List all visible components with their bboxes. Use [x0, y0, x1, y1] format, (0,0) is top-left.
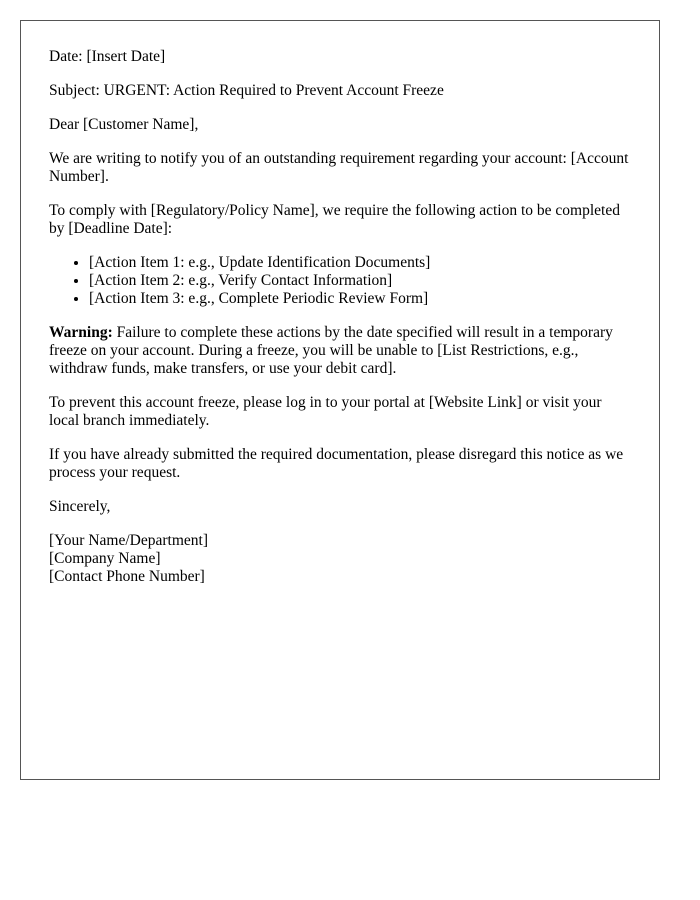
warning-label: Warning:: [49, 324, 113, 341]
letter-compliance-paragraph: To comply with [Regulatory/Policy Name], we require the following action to be completed by [Deadline Date]:: [49, 202, 620, 237]
signature-name: [Your Name/Department]: [49, 532, 208, 549]
warning-text: Failure to complete these actions by the date specified will result in a temporary freeze on your account. During a freeze, you will be unable to [List Restrictions, e.g., withdraw funds, make transfers, or use your debit card].: [49, 324, 613, 377]
letter-salutation: Dear [Customer Name],: [49, 116, 199, 133]
letter-prevent-paragraph: To prevent this account freeze, please log in to your portal at [Website Link] or visit your local branch immediately.: [49, 394, 602, 429]
action-item: • [Action Item 2: e.g., Verify Contact Information]: [89, 272, 631, 290]
letter-intro-paragraph: We are writing to notify you of an outstanding requirement regarding your account: [Account Number].: [49, 150, 629, 185]
signature-block: [49, 532, 631, 586]
letter-page: [20, 20, 660, 780]
action-items-list: [49, 254, 631, 308]
signature-company: [Company Name]: [49, 550, 161, 567]
letter-date: Date: [Insert Date]: [49, 48, 166, 65]
letter-disregard-paragraph: If you have already submitted the required documentation, please disregard this notice as we process your request.: [49, 446, 624, 481]
warning-paragraph: [49, 324, 631, 378]
signature-phone: [Contact Phone Number]: [49, 568, 205, 585]
letter-subject: Subject: URGENT: Action Required to Prevent Account Freeze: [49, 82, 444, 99]
letter-closing: Sincerely,: [49, 498, 111, 515]
action-item: • [Action Item 1: e.g., Update Identification Documents]: [89, 254, 631, 272]
action-item: • [Action Item 3: e.g., Complete Periodic Review Form]: [89, 290, 631, 308]
